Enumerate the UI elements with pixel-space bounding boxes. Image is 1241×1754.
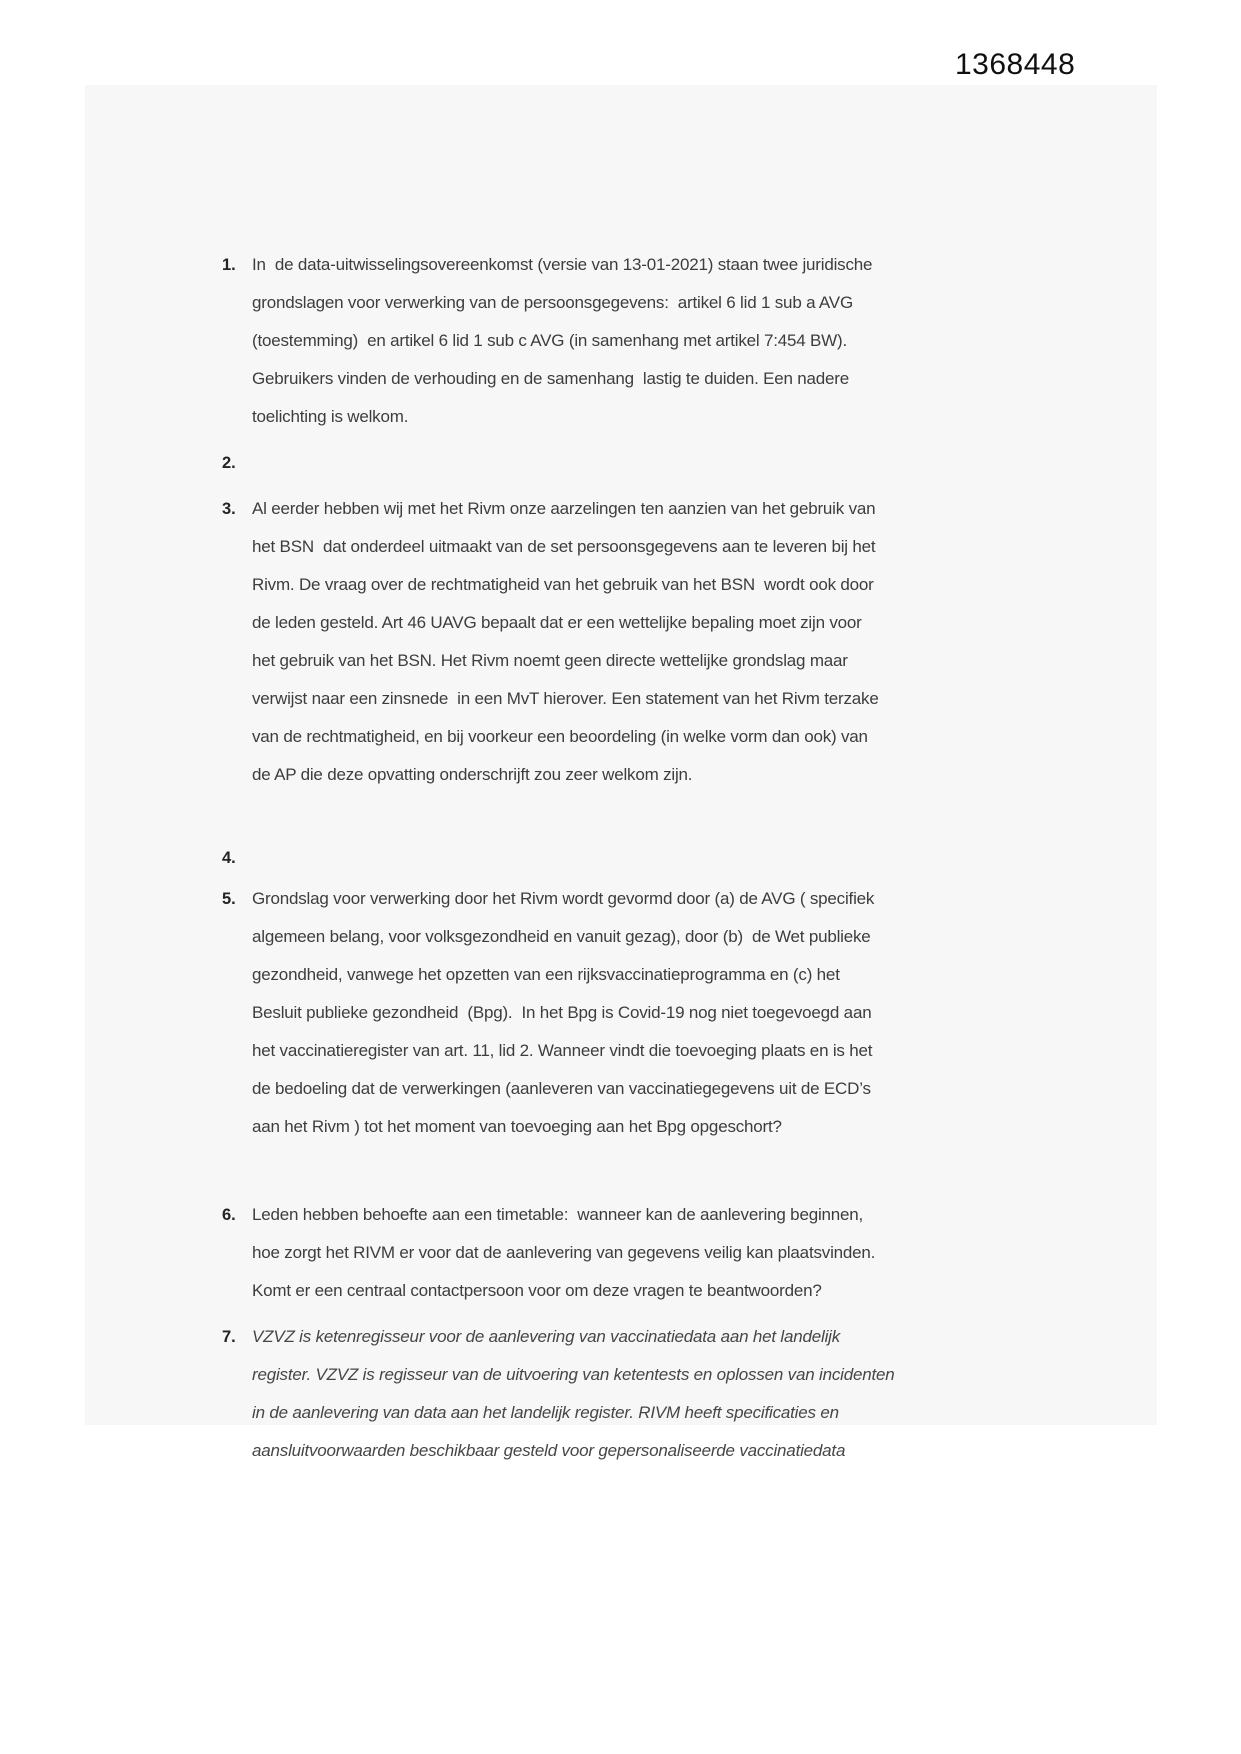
item-line: Rivm. De vraag over de rechtmatigheid van het gebruik van het BSN wordt ook door bbox=[252, 575, 874, 594]
item-lines bbox=[252, 490, 982, 794]
item-number: 7. bbox=[222, 1328, 236, 1346]
item-lines bbox=[252, 1318, 982, 1470]
item-number: 5. bbox=[222, 890, 236, 908]
item-line: Leden hebben behoefte aan een timetable: wanneer kan de aanlevering beginnen, bbox=[252, 1205, 864, 1224]
list-item bbox=[222, 490, 982, 794]
numbered-list bbox=[222, 238, 982, 1470]
item-line: Komt er een centraal contactpersoon voor om deze vragen te beantwoorden? bbox=[252, 1281, 822, 1300]
item-line: grondslagen voor verwerking van de persoonsgegevens: artikel 6 lid 1 sub a AVG bbox=[252, 293, 853, 312]
item-lines bbox=[252, 880, 982, 1146]
item-line: VZVZ is ketenregisseur voor de aanlevering van vaccinatiedata aan het landelijk bbox=[252, 1327, 841, 1346]
item-line: de bedoeling dat de verwerkingen (aanleveren van vaccinatiegegevens uit de ECD’s bbox=[252, 1079, 871, 1098]
item-lines bbox=[252, 444, 982, 482]
item-lines bbox=[252, 246, 982, 436]
item-line: het BSN dat onderdeel uitmaakt van de set persoonsgegevens aan te leveren bij het bbox=[252, 537, 876, 556]
list-item bbox=[222, 844, 982, 872]
item-line: In de data-uitwisselingsovereenkomst (versie van 13-01-2021) staan twee juridische bbox=[252, 255, 873, 274]
item-line: de leden gesteld. Art 46 UAVG bepaalt dat er een wettelijke bepaling moet zijn voor bbox=[252, 613, 862, 632]
item-lines bbox=[252, 1196, 982, 1310]
list-item bbox=[222, 1196, 982, 1310]
list-item bbox=[222, 246, 982, 436]
item-line: de AP die deze opvatting onderschrijft zou zeer welkom zijn. bbox=[252, 765, 693, 784]
item-line: in de aanlevering van data aan het landelijk register. RIVM heeft specificaties en bbox=[252, 1403, 839, 1422]
item-line: verwijst naar een zinsnede in een MvT hierover. Een statement van het Rivm terzake bbox=[252, 689, 879, 708]
list-item bbox=[222, 1318, 982, 1470]
item-line: het vaccinatieregister van art. 11, lid 2. Wanneer vindt die toevoeging plaats en is het bbox=[252, 1041, 873, 1060]
item-number: 2. bbox=[222, 454, 236, 472]
item-line: aan het Rivm ) tot het moment van toevoeging aan het Bpg opgeschort? bbox=[252, 1117, 782, 1136]
item-number: 1. bbox=[222, 256, 236, 274]
list-item bbox=[222, 444, 982, 482]
item-line: het gebruik van het BSN. Het Rivm noemt geen directe wettelijke grondslag maar bbox=[252, 651, 848, 670]
item-line: Besluit publieke gezondheid (Bpg). In het Bpg is Covid-19 nog niet toegevoegd aan bbox=[252, 1003, 872, 1022]
item-line: register. VZVZ is regisseur van de uitvoering van ketentests en oplossen van incidenten bbox=[252, 1365, 895, 1384]
item-line: Grondslag voor verwerking door het Rivm wordt gevormd door (a) de AVG ( specifiek bbox=[252, 889, 875, 908]
item-line: Al eerder hebben wij met het Rivm onze aarzelingen ten aanzien van het gebruik van bbox=[252, 499, 876, 518]
list-item bbox=[222, 880, 982, 1146]
item-line: hoe zorgt het RIVM er voor dat de aanlevering van gegevens veilig kan plaatsvinden. bbox=[252, 1243, 876, 1262]
item-line: van de rechtmatigheid, en bij voorkeur een beoordeling (in welke vorm dan ook) van bbox=[252, 727, 868, 746]
item-line: gezondheid, vanwege het opzetten van een rijksvaccinatieprogramma en (c) het bbox=[252, 965, 840, 984]
item-lines bbox=[252, 844, 982, 872]
item-line: aansluitvoorwaarden beschikbaar gesteld voor gepersonaliseerde vaccinatiedata bbox=[252, 1441, 846, 1460]
item-number: 6. bbox=[222, 1206, 236, 1224]
item-line: algemeen belang, voor volksgezondheid en vanuit gezag), door (b) de Wet publieke bbox=[252, 927, 871, 946]
item-line: toelichting is welkom. bbox=[252, 407, 409, 426]
item-number: 4. bbox=[222, 849, 236, 867]
item-line: Gebruikers vinden de verhouding en de samenhang lastig te duiden. Een nadere bbox=[252, 369, 850, 388]
item-number: 3. bbox=[222, 500, 236, 518]
item-line: (toestemming) en artikel 6 lid 1 sub c AVG (in samenhang met artikel 7:454 BW). bbox=[252, 331, 848, 350]
document-number: 1368448 bbox=[955, 48, 1076, 81]
